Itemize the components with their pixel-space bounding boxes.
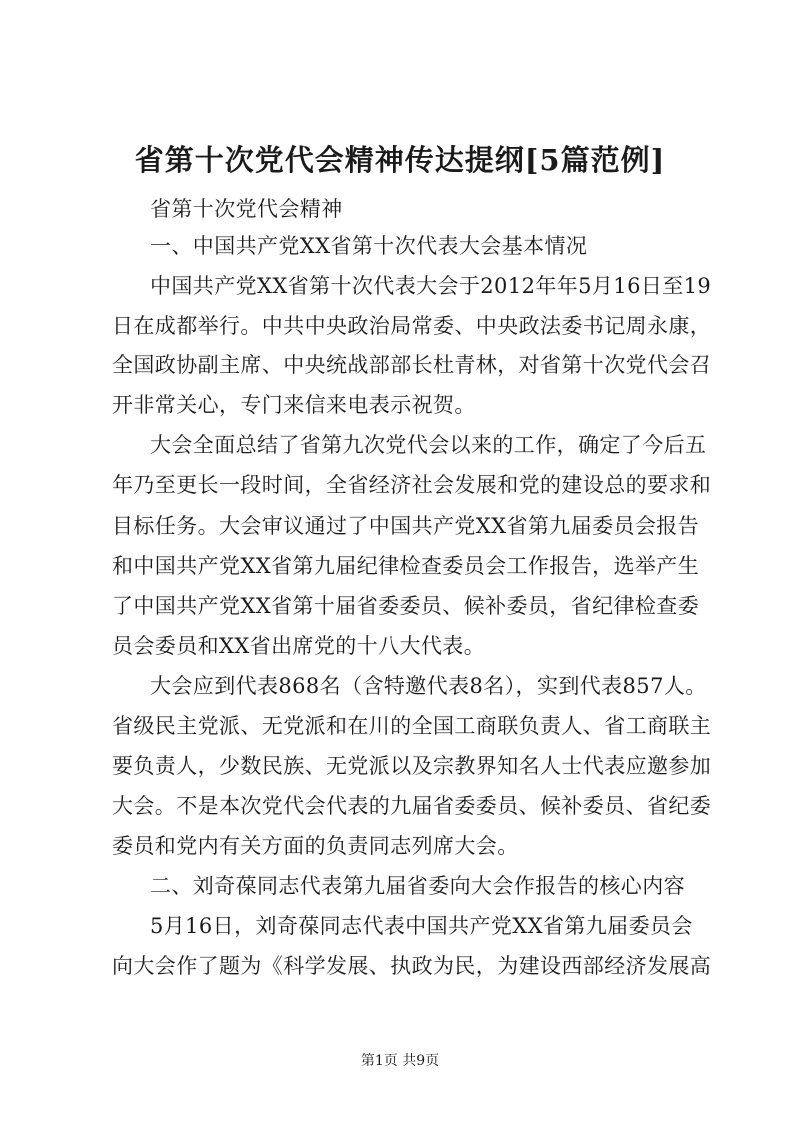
- text-line: 大会全面总结了省第九次党代会以来的工作，确定了今后五: [150, 433, 707, 457]
- text-line: 大会应到代表868名（含特邀代表8名），实到代表857人。: [150, 674, 707, 698]
- text-line: 向大会作了题为《科学发展、执政为民，为建设西部经济发展高: [112, 954, 712, 978]
- text-line: 和中国共产党XX省第九届纪律检查委员会工作报告，选举产生: [112, 554, 700, 578]
- text-line: 委员和党内有关方面的负责同志列席大会。: [112, 834, 519, 858]
- text-line: 5月16日，刘奇葆同志代表中国共产党XX省第九届委员会: [150, 914, 693, 938]
- text-line: 一、中国共产党XX省第十次代表大会基本情况: [150, 234, 588, 258]
- text-line: 了中国共产党XX省第十届省委委员、候补委员，省纪律检查委: [112, 594, 700, 618]
- text-line: 要负责人，少数民族、无党派以及宗教界知名人士代表应邀参加: [112, 754, 712, 778]
- document-title: 省第十次党代会精神传达提纲[5篇范例]: [134, 143, 666, 177]
- section-heading: 二、刘奇葆同志代表第九届省委向大会作报告的核心内容: [150, 874, 685, 898]
- text-line: 大会。不是本次党代会代表的九届省委委员、候补委员、省纪委: [112, 794, 712, 818]
- text-line: 中国共产党XX省第十次代表大会于2012年年5月16日至19: [150, 274, 712, 298]
- text-line: 省级民主党派、无党派和在川的全国工商联负责人、省工商联主: [112, 714, 712, 738]
- text-line: 全国政协副主席、中央统战部部长杜青林，对省第十次党代会召: [112, 353, 712, 377]
- text-line: 省第十次党代会精神: [150, 197, 343, 221]
- text-line: 员会委员和XX省出席党的十八大代表。: [112, 634, 486, 658]
- text-line: 年乃至更长一段时间，全省经济社会发展和党的建设总的要求和: [112, 473, 712, 497]
- page-footer: 第1页 共9页: [360, 1053, 440, 1069]
- text-line: 开非常关心，专门来信来电表示祝贺。: [112, 393, 476, 417]
- text-line: 目标任务。大会审议通过了中国共产党XX省第九届委员会报告: [112, 514, 700, 538]
- text-line: 日在成都举行。中共中央政治局常委、中央政法委书记周永康，: [112, 314, 712, 338]
